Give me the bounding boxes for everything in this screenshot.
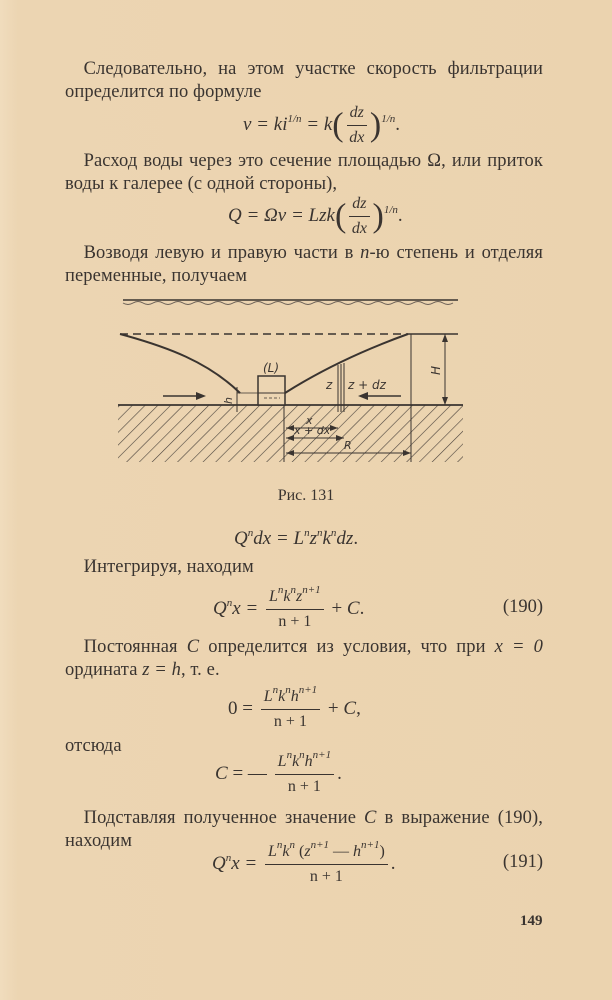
denominator: dx	[351, 220, 367, 237]
denominator: n + 1	[273, 713, 307, 730]
arrow-right-icon	[196, 392, 206, 400]
eq-exponent: 1/n	[381, 112, 396, 125]
equation-separated: $Q^ndx = L^nz^nk^ndz$.	[234, 527, 359, 549]
numerator: $L^nk^nz^{n+1}$	[266, 587, 324, 610]
depression-curve-right	[285, 334, 408, 393]
figure-131-diagram	[118, 292, 463, 462]
equation-190: $Q^nx$ = $\frac{L^nk^nz^{n+1}}{n + 1}$ + C.	[213, 584, 365, 630]
eq-exponent: 1/n	[287, 112, 302, 125]
paragraph-text: определится из условия, что при	[199, 637, 495, 657]
math-n: n	[360, 243, 370, 263]
eq-mid: = k	[301, 113, 333, 135]
paragraph-text: Расход воды через это сечение площадью Ω, или приток воды к галерее (с одной стороны),	[65, 151, 543, 194]
paragraph-text: -ю степень и отделяя переменные, получаем	[65, 243, 543, 286]
paragraph-text: Подставляя полученное значение	[83, 808, 365, 828]
paragraph-text: ордината	[65, 660, 143, 680]
z-dz-label: z + dz	[348, 378, 386, 392]
paragraph-text: , т. е.	[180, 660, 220, 680]
math-x0: x = 0	[494, 637, 544, 657]
x-label: x	[306, 414, 313, 427]
math-C: C	[186, 637, 200, 657]
paragraph-integrating	[65, 556, 543, 579]
page-number: 149	[520, 913, 543, 929]
paragraph-text: Следовательно, на этом участке скорость фильтрации определится по формуле	[65, 59, 543, 102]
paragraph-separation	[65, 242, 543, 288]
numerator: $L^nk^n$ ($z^{n+1}$ — $h^{n+1}$)	[265, 842, 388, 865]
paragraph-discharge	[65, 150, 543, 196]
paragraph-constant	[65, 636, 543, 682]
soil-texture	[123, 302, 453, 305]
equation-C: C = — $\frac{L^nk^nh^{n+1}}{n + 1}$ .	[215, 749, 342, 795]
gallery-box	[258, 376, 285, 405]
eq-lhs: Q = Ωv = Lzk	[228, 204, 335, 226]
eq-end: .	[397, 204, 403, 226]
paragraph-text: Интегрируя, находим	[83, 557, 254, 577]
equation-velocity: $v = ki^{1/n} = k$( $\frac{dz}{dx}$ )$^{1/n}$.	[243, 104, 400, 146]
paragraph-text: Постоянная	[83, 637, 187, 657]
paragraph-text: Возводя левую и правую части в	[83, 243, 361, 263]
h-label: h	[222, 397, 235, 404]
depression-curve-left	[120, 334, 240, 393]
paragraph-text: отсюда	[65, 736, 122, 756]
x-dx-label: x + dx	[294, 424, 331, 437]
equation-191: $Q^nx$ = $\frac{L^nk^n (z^{n+1} — h^{n+1})}{n + 1}$ .	[212, 839, 396, 885]
denominator: n + 1	[278, 613, 312, 630]
fraction	[266, 584, 324, 632]
fraction	[349, 194, 369, 239]
numerator: $L^nk^nh^{n+1}$	[275, 752, 334, 775]
eq-exponent: 1/n	[383, 203, 398, 216]
H-label: H	[429, 365, 443, 375]
denominator: n + 1	[287, 778, 321, 795]
math-C: C	[364, 808, 377, 828]
arrow-left-icon	[358, 392, 368, 400]
equation-zero: 0 = $\frac{L^nk^nh^{n+1}}{n + 1}$ + C,	[228, 684, 361, 730]
fraction	[275, 749, 334, 797]
numerator: $L^nk^nh^{n+1}$	[261, 687, 320, 710]
eq-lhs: v = ki	[243, 113, 288, 135]
paragraph-text: в выражение (190), находим	[65, 808, 543, 851]
figure-caption: Рис. 131	[277, 487, 335, 504]
fraction	[261, 684, 320, 732]
numerator: dz	[347, 103, 367, 126]
numerator: dz	[349, 194, 369, 217]
denominator: dx	[349, 129, 365, 146]
R-label: R	[344, 439, 352, 452]
fraction	[265, 839, 388, 887]
equation-number-191: (191)	[502, 852, 543, 872]
gallery-label: (L)	[263, 361, 280, 375]
eq-end: .	[395, 113, 400, 135]
fraction	[347, 103, 367, 148]
paragraph-velocity	[65, 58, 543, 104]
equation-discharge: Q = Ωv = Lzk( $\frac{dz}{dx}$ )$^{1/n}$.	[228, 195, 403, 237]
math-zh: z = h	[142, 660, 181, 680]
denominator: n + 1	[309, 868, 343, 885]
equation-number-190: (190)	[502, 597, 543, 617]
z-label: z	[326, 378, 333, 392]
